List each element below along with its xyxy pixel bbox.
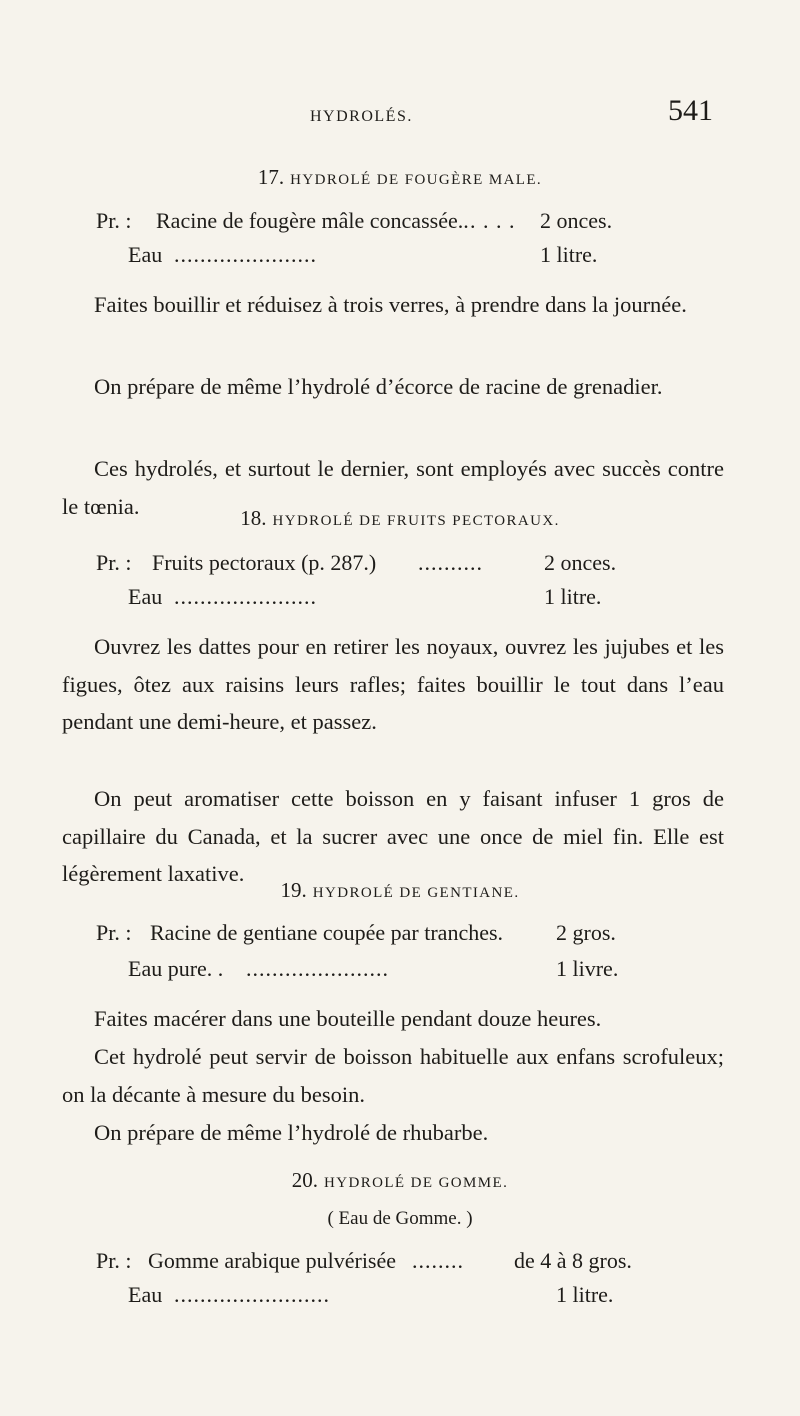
section-title: HYDROLÉ DE GENTIANE. (312, 885, 520, 901)
ingredient-prefix: Pr. : (96, 208, 132, 233)
running-head (0, 94, 800, 134)
leader-dots: .......... (418, 550, 483, 575)
paragraph: On prépare de même l’hydrolé d’écorce de racine de grenadier. (94, 374, 663, 399)
ingredient-amount: 1 litre. (540, 242, 598, 267)
ingredient-row (0, 956, 800, 990)
page-number: 541 (668, 94, 713, 127)
ingredient-row (0, 584, 800, 618)
leader-dots: ........................ (174, 1282, 330, 1307)
ingredient-amount: de 4 à 8 gros. (514, 1248, 632, 1273)
ingredient-row (0, 1248, 800, 1282)
ingredient-row (0, 1282, 800, 1316)
section-number: 18. (240, 506, 267, 530)
ingredient-name: Eau (128, 1282, 163, 1307)
section-title: HYDROLÉ DE FRUITS PECTORAUX. (272, 513, 560, 529)
ingredient-name: Racine de fougère mâle concassée.. (156, 208, 469, 233)
ingredient-amount: 2 onces. (540, 208, 613, 233)
section-title: HYDROLÉ DE FOUGÈRE MALE. (290, 172, 543, 188)
ingredient-amount: 2 gros. (556, 920, 616, 945)
paragraph: On peut aromatiser cette boisson en y faisant infuser 1 gros de capillaire du Canada, et la sucrer avec une once de miel fin. Elle est légèrement laxative. (62, 786, 724, 886)
paragraph: Ces hydrolés, et surtout le dernier, sont employés avec succès contre le tœnia. (62, 456, 724, 519)
section-subtitle: ( Eau de Gomme. ) (327, 1208, 473, 1229)
ingredient-name: Fruits pectoraux (p. 287.) (152, 550, 377, 575)
ingredient-row (0, 550, 800, 584)
section-number: 20. (291, 1168, 319, 1192)
ingredient-row (0, 920, 800, 954)
leader-dots: ........ (412, 1248, 464, 1273)
ingredient-row (0, 208, 800, 242)
leader-dots: . . . . (470, 208, 516, 233)
paragraph: Faites macérer dans une bouteille pendant douze heures. (94, 1006, 602, 1031)
section-heading-19 (0, 878, 800, 903)
paragraph: On prépare de même l’hydrolé de rhubarbe. (94, 1120, 489, 1145)
paragraph: Ouvrez les dattes pour en retirer les noyaux, ouvrez les jujubes et les figues, ôtez aux raisins leurs rafles; faites bouillir le tout dans l’eau pendant une demi-heure, et passez. (62, 634, 724, 734)
leader-dots: ...................... (174, 584, 317, 609)
ingredient-amount: 2 onces. (544, 550, 617, 575)
running-title: HYDROLÉS. (310, 108, 413, 125)
section-heading-18 (0, 506, 800, 531)
leader-dots: ...................... (246, 956, 389, 981)
ingredient-prefix: Pr. : (96, 920, 132, 945)
paragraph: Cet hydrolé peut servir de boisson habituelle aux enfans scrofuleux; on la décante à mesure du besoin. (62, 1044, 724, 1107)
leader-dots: ...................... (174, 242, 317, 267)
ingredient-name: Racine de gentiane coupée par tranches. (150, 920, 504, 945)
section-heading-20 (0, 1168, 800, 1193)
ingredient-amount: 1 livre. (556, 956, 619, 981)
paragraph: Faites bouillir et réduisez à trois verres, à prendre dans la journée. (94, 292, 687, 317)
ingredient-amount: 1 litre. (544, 584, 602, 609)
ingredient-prefix: Pr. : (96, 550, 132, 575)
ingredient-amount: 1 litre. (556, 1282, 614, 1307)
ingredient-name: Eau (128, 584, 163, 609)
section-heading-17 (0, 165, 800, 190)
ingredient-name: Gomme arabique pulvérisée (148, 1248, 397, 1273)
ingredient-name: Eau (128, 242, 163, 267)
section-number: 17. (257, 165, 285, 189)
section-title: HYDROLÉ DE GOMME. (324, 1175, 509, 1191)
ingredient-prefix: Pr. : (96, 1248, 132, 1273)
ingredient-name: Eau pure. . (128, 956, 224, 981)
section-number: 19. (280, 878, 307, 902)
ingredient-row (0, 242, 800, 276)
